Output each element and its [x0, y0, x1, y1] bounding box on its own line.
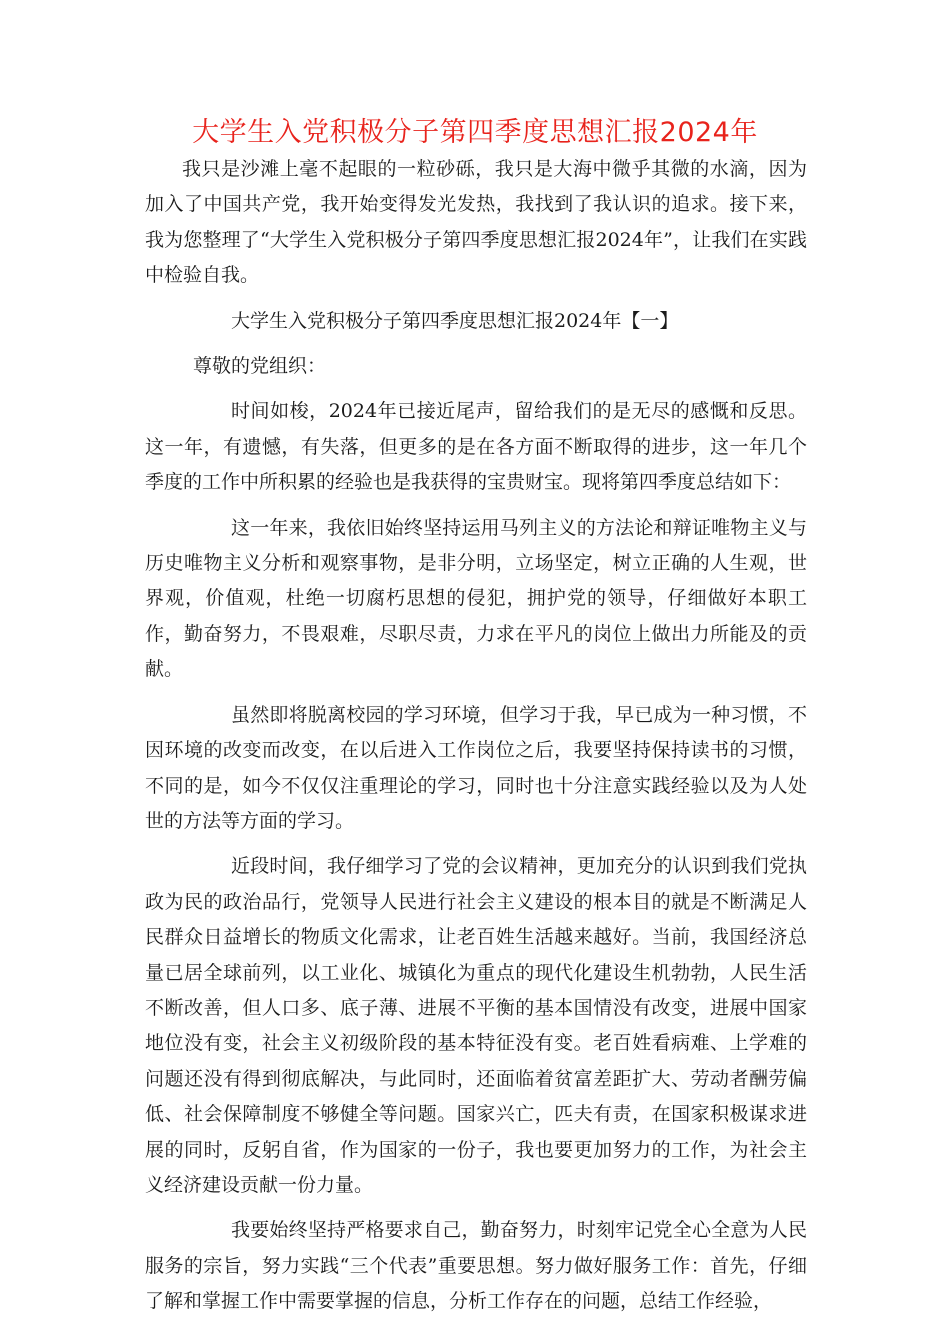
section-heading: 大学生入党积极分子第四季度思想汇报2024年【一】 [231, 309, 679, 332]
body-paragraph: 近段时间，我仔细学习了党的会议精神，更加充分的认识到我们党执政为民的政治品行，党领导人民进行社会主义建设的根本目的就是不断满足人民群众日益增长的物质文化需求，让老百姓生活越来越好。当前，我国经济总量已居全球前列，以工业化、城镇化为重点的现代化建设生机勃勃，人民生活不断改善，但人口多、底子薄、进展不平衡的基本国情没有改变，进展中国家地位没有变，社会主义初级阶段的基本特征没有变。老百姓看病难、上学难的问题还没有得到彻底解决，与此同时，还面临着贫富差距扩大、劳动者酬劳偏低、社会保障制度不够健全等问题。国家兴亡，匹夫有责，在国家积极谋求进展的同时，反躬自省，作为国家的一份子，我也要更加努力的工作，为社会主义经济建设贡献一份力量。 [145, 855, 807, 1196]
body-paragraph: 我要始终坚持严格要求自己，勤奋努力，时刻牢记党全心全意为人民服务的宗旨，努力实践“三个代表”重要思想。努力做好服务工作：首先，仔细了解和掌握工作中需要掌握的信息，分析工作存在的问题，总结工作经验， [145, 1219, 807, 1313]
body-paragraph: 虽然即将脱离校园的学习环境，但学习于我，早已成为一种习惯，不因环境的改变而改变，在以后进入工作岗位之后，我要坚持保持读书的习惯，不同的是，如今不仅仅注重理论的学习，同时也十分注意实践经验以及为人处世的方法等方面的学习。 [145, 703, 807, 832]
body-paragraph: 时间如梭，2024年已接近尾声，留给我们的是无尽的感慨和反思。这一年，有遗憾，有失落，但更多的是在各方面不断取得的进步，这一年几个季度的工作中所积累的经验也是我获得的宝贵财宝。现将第四季度总结如下： [145, 400, 807, 494]
body-paragraph: 这一年来，我依旧始终坚持运用马列主义的方法论和辩证唯物主义与历史唯物主义分析和观察事物，是非分明，立场坚定，树立正确的人生观，世界观，价值观，杜绝一切腐朽思想的侵犯，拥护党的领导，仔细做好本职工作，勤奋努力，不畏艰难，尽职尽责，力求在平凡的岗位上做出力所能及的贡献。 [145, 516, 807, 681]
document-title: 大学生入党积极分子第四季度思想汇报2024年 [192, 117, 758, 148]
document-body [145, 152, 807, 1330]
salutation: 尊敬的党组织： [193, 355, 327, 378]
intro-paragraph: 我只是沙滩上毫不起眼的一粒砂砾，我只是大海中微乎其微的水滴，因为加入了中国共产党，我开始变得发光发热，我找到了我认识的追求。接下来，我为您整理了“大学生入党积极分子第四季度思想汇报2024年”，让我们在实践中检验自我。 [145, 158, 807, 287]
